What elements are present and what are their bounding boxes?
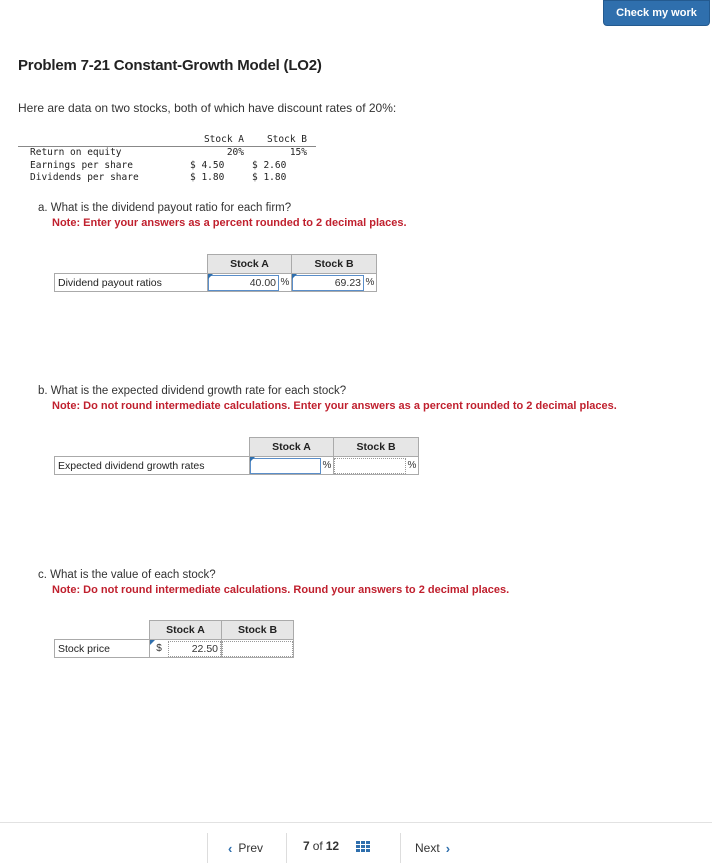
answer-flag-icon [292, 274, 297, 279]
next-label: Next [415, 841, 440, 855]
page-current: 7 [303, 839, 310, 853]
currency-symbol: $ [156, 643, 162, 654]
page-total: 12 [325, 839, 340, 853]
given-value-a: $ 1.80 [190, 172, 225, 183]
percent-unit: % [322, 460, 332, 471]
given-row [18, 160, 316, 173]
part-a-header-stock-b: Stock B [292, 255, 377, 274]
part-a-note: Note: Enter your answers as a percent rounded to 2 decimal places. [52, 217, 407, 229]
part-c-row-label: Stock price [55, 640, 150, 658]
part-c-header-stock-a: Stock A [150, 621, 222, 640]
prev-label: Prev [238, 841, 264, 855]
given-value-a: $ 4.50 [190, 159, 225, 171]
answer-flag-icon [250, 457, 255, 462]
next-button[interactable] [400, 833, 480, 863]
given-value-b: $ 1.80 [252, 172, 287, 183]
page-of: of [312, 839, 323, 853]
given-value-b: 15% [289, 147, 307, 158]
part-c-note: Note: Do not round intermediate calculations. Round your answers to 2 decimal places. [52, 584, 510, 596]
part-b-stock-b-input[interactable] [334, 458, 406, 474]
answer-flag-icon [150, 640, 155, 645]
given-header-stock-a: Stock A [190, 133, 252, 147]
chevron-right-icon: › [445, 840, 451, 856]
part-c-stock-a-input[interactable]: 22.50 [168, 641, 221, 657]
given-row [18, 172, 316, 185]
part-b-answer-table [54, 437, 419, 475]
given-data-table [18, 133, 316, 185]
part-b-header-stock-b: Stock B [334, 438, 419, 457]
part-a-row-label: Dividend payout ratios [55, 274, 208, 292]
given-row [18, 147, 316, 160]
part-c-question: c. What is the value of each stock? [38, 569, 216, 581]
prev-button[interactable] [207, 833, 287, 863]
given-row-label: Return on equity [30, 147, 122, 158]
part-a-header-stock-a: Stock A [208, 255, 292, 274]
footer-navigation [0, 822, 712, 856]
part-b-stock-a-input[interactable] [250, 458, 321, 474]
chevron-left-icon: ‹ [228, 840, 233, 856]
given-header-stock-b: Stock B [252, 133, 316, 147]
percent-unit: % [365, 277, 375, 288]
part-b-note: Note: Do not round intermediate calculations. Enter your answers as a percent rounded to 2 decimal places. [52, 400, 617, 412]
part-b-row-label: Expected dividend growth rates [55, 457, 250, 475]
percent-unit: % [280, 277, 290, 288]
part-c-header-stock-b: Stock B [222, 621, 294, 640]
part-c-answer-table [54, 620, 294, 658]
part-b-question: b. What is the expected dividend growth rate for each stock? [38, 385, 347, 397]
part-c-stock-b-input[interactable] [222, 641, 293, 657]
part-a-stock-a-input[interactable]: 40.00 [208, 275, 279, 291]
percent-unit: % [407, 460, 417, 471]
given-value-a: 20% [226, 147, 244, 158]
part-a-answer-table [54, 254, 377, 292]
check-my-work-button[interactable]: Check my work [603, 0, 710, 26]
given-row-label: Earnings per share [30, 159, 133, 171]
given-value-b: $ 2.60 [252, 159, 287, 171]
problem-intro: Here are data on two stocks, both of which have discount rates of 20%: [18, 101, 397, 115]
problem-title: Problem 7-21 Constant-Growth Model (LO2) [18, 57, 322, 74]
given-row-label: Dividends per share [30, 172, 139, 183]
answer-flag-icon [208, 274, 213, 279]
part-a-stock-b-input[interactable]: 69.23 [292, 275, 364, 291]
part-b-header-stock-a: Stock A [250, 438, 334, 457]
part-a-question: a. What is the dividend payout ratio for each firm? [38, 202, 292, 214]
grid-icon[interactable] [356, 841, 370, 852]
